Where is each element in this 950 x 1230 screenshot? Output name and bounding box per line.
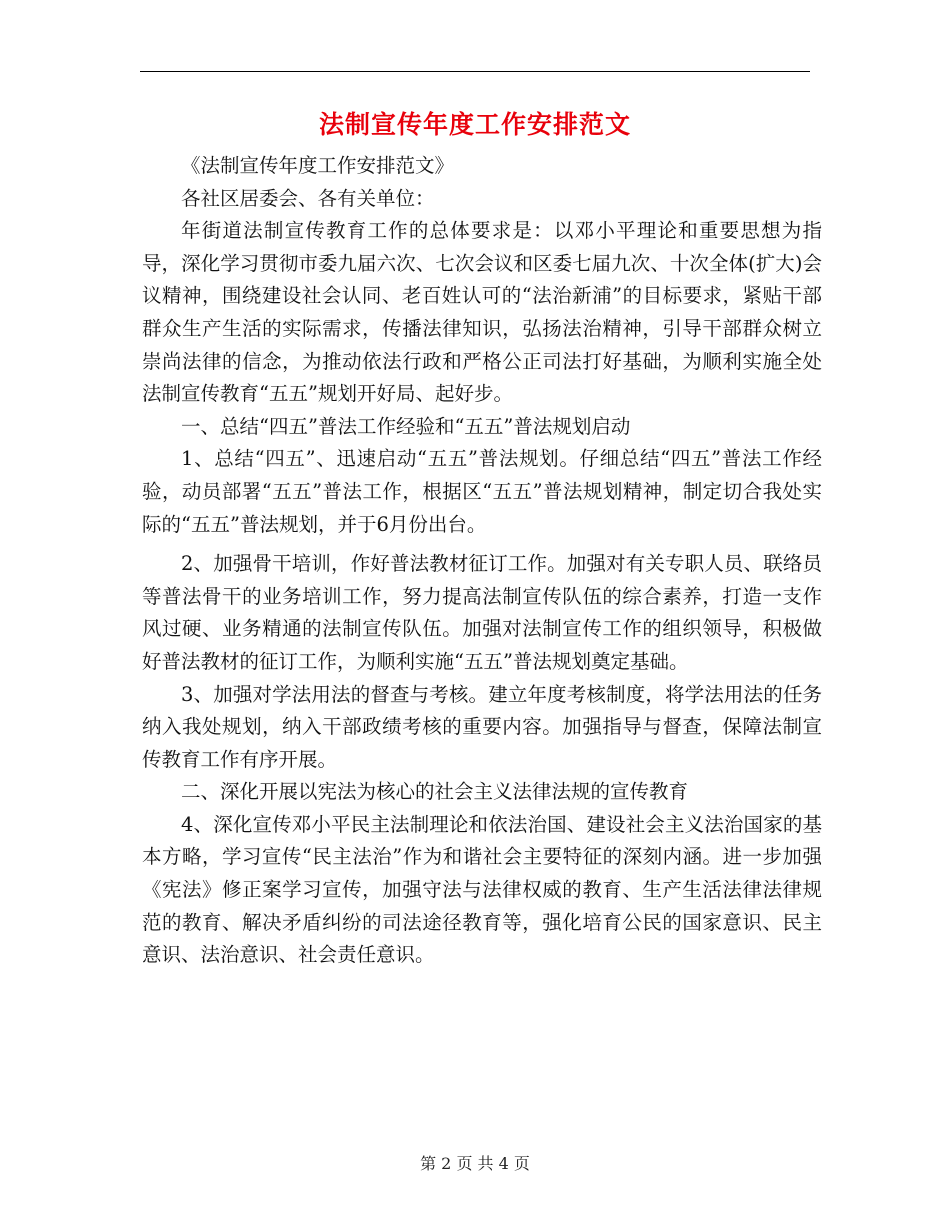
section-heading-2: 二、深化开展以宪法为核心的社会主义法律法规的宣传教育 <box>181 780 689 804</box>
paragraph-item-3: 3、加强对学法用法的督查与考核。建立年度考核制度，将学法用法的任务纳入我处规划，纳入干部政绩考核的重要内容。加强指导与督查，保障法制宣传教育工作有序开展。 <box>142 682 822 771</box>
header-rule <box>140 71 810 72</box>
paragraph-subtitle: 《法制宣传年度工作安排范文》 <box>181 154 455 177</box>
document-body <box>142 150 822 972</box>
section-heading-1: 一、总结“四五”普法工作经验和“五五”普法规划启动 <box>181 414 631 438</box>
paragraph-overview: 年街道法制宣传教育工作的总体要求是：以邓小平理论和重要思想为指导，深化学习贯彻市委九届六次、七次会议和区委七届九次、十次全体(扩大)会议精神，围绕建设社会认同、老百姓认可的“法治新浦”的目标要求，紧贴干部群众生产生活的实际需求，传播法律知识，弘扬法治精神，引导干部群众树立崇尚法律的信念，为推动依法行政和严格公正司法打好基础，为顺利实施全处法制宣传教育“五五”规划开好局、起好步。 <box>142 219 822 406</box>
page-number-footer: 第 2 页 共 4 页 <box>420 1154 530 1173</box>
paragraph-salutation: 各社区居委会、各有关单位： <box>181 186 435 210</box>
document-title: 法制宣传年度工作安排范文 <box>318 110 631 139</box>
paragraph-item-2: 2、加强骨干培训，作好普法教材征订工作。加强对有关专职人员、联络员等普法骨干的业务培训工作，努力提高法制宣传队伍的综合素养，打造一支作风过硬、业务精通的法制宣传队伍。加强对法制宣传工作的组织领导，积极做好普法教材的征订工作，为顺利实施“五五”普法规划奠定基础。 <box>142 552 822 673</box>
paragraph-item-1: 1、总结“四五”、迅速启动“五五”普法规划。仔细总结“四五”普法工作经验，动员部署“五五”普法工作，根据区“五五”普法规划精神，制定切合我处实际的“五五”普法规划，并于6月份出台。 <box>142 447 822 536</box>
paragraph-item-4: 4、深化宣传邓小平民主法制理论和依法治国、建设社会主义法治国家的基本方略，学习宣传“民主法治”作为和谐社会主要特征的深刻内涵。进一步加强《宪法》修正案学习宣传，加强守法与法律权威的教育、生产生活法律法律规范的教育、解决矛盾纠纷的司法途径教育等，强化培育公民的国家意识、民主意识、法治意识、社会责任意识。 <box>142 812 822 967</box>
